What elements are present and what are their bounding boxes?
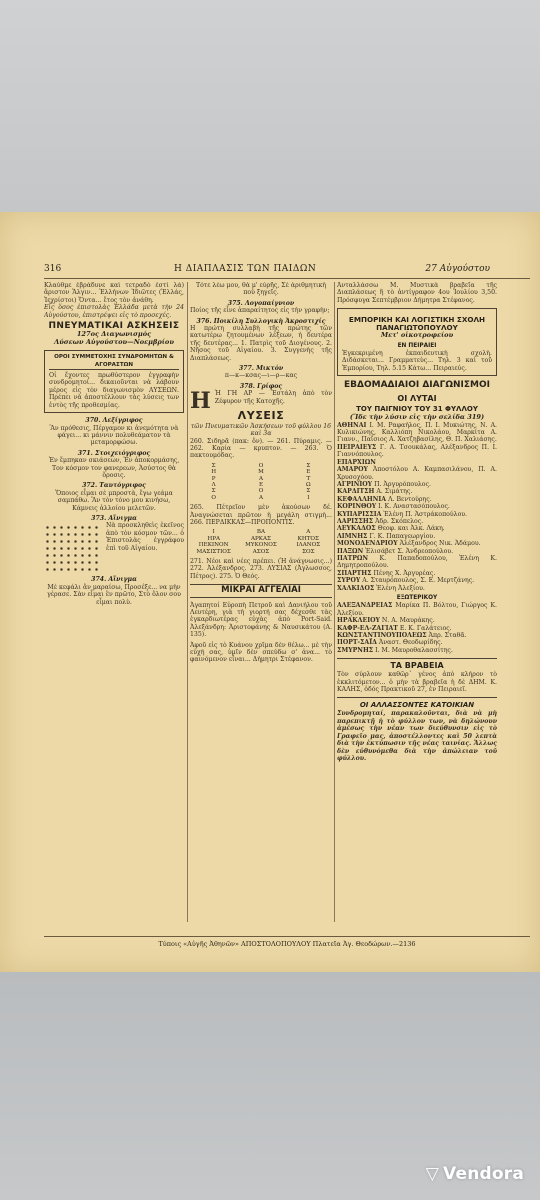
solver-entry: [337, 481, 497, 488]
puzzle-text: Ποίος τῆς εἶνε ἀπαραίτητος εἰς τὴν γραφὴν;: [190, 307, 330, 315]
puzzle-number: 377. Μικτόν: [238, 365, 284, 373]
weekly-note: (Ἴδε τὴν λύσιν εἰς τὴν σελίδα 319): [349, 413, 485, 422]
solver-city: ΕΠΑΡΧΙΩΝ: [337, 458, 376, 466]
rebus-letter: H: [190, 388, 211, 415]
solver-entry: [337, 525, 497, 532]
solutions-title: ΛΥΣΕΙΣ: [237, 409, 285, 423]
grid-cell: ΙΛΑΝΟΣ: [296, 542, 321, 549]
solver-city: ΑΛΕΞΑΝΔΡΕΙΑΣ: [337, 602, 393, 610]
solutions-text-2: 265. Πέτρεῖον μὲν ἀκούσων δέ. Ἀναγνώσεται πρῶτον ἡ μεγάλη στιγμὴ... 266. ΠΕΡΔΙΚΚΑΣ—ΠΡΟΠΟΝΤΙΣ.: [190, 504, 332, 526]
solver-city: ΠΟΡΤ-ΣΑΪΔ: [337, 639, 377, 647]
grid-cell: Ε: [306, 469, 311, 476]
grid-cell: Ρ: [211, 475, 216, 482]
contest-title: 127ος Διαγωνισμός: [76, 330, 152, 339]
puzzle-item: [44, 417, 184, 447]
prizes-title: ΤΑ ΒΡΑΒΕΙΑ: [337, 658, 497, 671]
solver-city: ΚΩΝΣΤΑΝΤΙΝΟΥΠΟΛΕΩΣ: [337, 632, 427, 640]
weekly-game: ΤΟΥ ΠΑΙΓΝΙΟΥ ΤΟΥ 31 ΦΥΛΛΟΥ: [356, 405, 478, 414]
puzzle-number: 378. Γρίφος: [239, 382, 283, 390]
grid-cell: Σ: [306, 462, 311, 469]
grid-cell: ΑΣΟΣ: [252, 548, 270, 555]
solver-entry: [337, 632, 497, 639]
terms-box-text: Οἱ ἔχοντες πρωθύστερον ἐγγραφὴν συνδρομητοί... δικαιοῦνται νὰ λάβουν μέρος εἰς τὸν διαγωνισμὸν ΑΥΣΕΩΝ. Πρέπει νὰ ἀποστέλλουν τὰς λύσεις των ἐντὸς τῆς προθεσμίας.: [49, 372, 179, 409]
prizes-text: Τὸν σύρλουν καθῶρ᾽ γένος ἀπὸ κλήρον τὸ ἐκκλιτόμετον... ὁ μὴν τὰ βραβεῖα ἡ δὲ ΔΗΜ. Κ. ΚΑΛΗΣ, ὁδός Πρακτικοῦ 27, ἐν Πειραιεῖ.: [337, 671, 497, 694]
contest-subtitle: Λύσεων Αὐγούστου—Νοεμβρίου: [54, 337, 174, 346]
school-title: ΕΜΠΟΡΙΚΗ ΚΑΙ ΛΟΓΙΣΤΙΚΗ ΣΧΟΛΗ: [348, 315, 486, 325]
puzzle-text: Ἐν ἔμπηκαν σκιάσεων, Ἐν ἀποκορμάσης, Τον κόσμον τον φανερεων, Ἀσύστος θὰ ὄροσις.: [48, 457, 180, 479]
puzzle-number: 375. Λογοπαίγνιον: [227, 299, 295, 307]
solver-names: Γ. Κ. Παπαγεωργίου.: [369, 532, 436, 540]
solver-city: ΠΕΙΡΑΙΕΥΣ: [337, 443, 377, 451]
column-divider: [187, 282, 188, 922]
solver-names: Α. Σταυρόπουλος, Σ. Ε. Μερτζάνης.: [362, 577, 475, 585]
vendora-label: Vendora: [443, 1164, 524, 1184]
solver-city: ΣΥΡΟΥ: [337, 577, 361, 585]
puzzle-text: Μὲ κεφάλι ἄν μαραίσω, Προσέξε... να μὴν γέρασε. Σὰν εἶμαι ἓν πρῶτο, Στὸ ὅλον σου εἶμαι πολὺ.: [47, 583, 181, 606]
school-text: Ἐγκεκριμένη ἐκπαιδευτικὴ σχολὴ. Διδάσκεται... Γραμματεὺς... Τηλ. 3 καὶ τοῦ Ἐμπορίου, Τηλ. 5.15 Κάτω... Πειραιεύς.: [342, 350, 492, 372]
solver-names: Ι. Μ. Ραφαήλος, Π. Ι. Μυκιώτης, Ν. Α. Κυλικιώνης, Καλλιόπη Νικολάου, Μαρκίτα Α. Γιανν., Παΐσιος Α. Χατζηβασίλης, Θ. Π. Χαλιάσης.: [337, 421, 497, 444]
puzzle-text: Νὰ προσκληθεὶς ἐκεῖνος ἀπὸ τὸν κόσμον τῶν... ὁ Ἐπιστολὰς ἐγγράφου ἐπὶ τοῦ Αἰγαίου.: [106, 522, 184, 552]
solver-entry: [337, 459, 497, 466]
solver-entry: [337, 444, 497, 459]
col1-sign: Εἷς ὅσος ἐπιστολὰς Ἑλλάδα μετὰ τὴν 24 Αὐγούστου, ἐπιστρέψει εἰς τὸ προσεχές.: [44, 304, 184, 319]
solver-city: ΚΟΡΙΝΘΟΥ: [337, 503, 377, 511]
grid-cell: Ι: [307, 494, 310, 501]
solver-city: ΚΑΦΡ-ΕΛ-ΖΑΓΙΑΤ: [337, 624, 398, 632]
puzzle-text: Η πρώτη συλλαβὴ τῆς πρώτης τῶν κατωτέρω ζητουμένων λέξεων, ἡ δευτέρα τῆς δευτέρας... 1. Πατρὶς τοῦ Διογένους. 2. Νῆσος τοῦ Αἰγαίου. 3. Συγγενὴς τῆς Διαπλάσεως.: [190, 325, 332, 362]
solver-names: Ἀδρ. Σκόπελος.: [375, 517, 424, 525]
foreign-title: ΕΞΩΤΕΡΙΚΟΥ: [396, 595, 438, 601]
solver-names: Ἀλέξανδρος Νικ. Ἀδάμου.: [399, 540, 481, 548]
puzzle-item: [44, 482, 184, 512]
solver-entry: [337, 570, 497, 577]
solver-city: ΜΟΝΟΔΕΝΔΡΙΟΥ: [337, 540, 398, 548]
grid-cell: Σ: [306, 488, 311, 495]
solver-names: Ι. Κ. Αναστασόπουλος.: [378, 503, 450, 511]
solver-city: ΣΠΑΡΤΗΣ: [337, 569, 372, 577]
grid-cell: Ι: [212, 529, 215, 536]
solver-entry: [337, 496, 497, 503]
column-right: [337, 282, 497, 922]
solver-entry: [337, 625, 497, 632]
solver-names: Ἐλισάβετ Σ. Ἀνδρεοπούλου.: [365, 547, 454, 555]
ads-title: ΜΙΚΡΑΙ ΑΓΓΕΛΙΑΙ: [190, 584, 332, 597]
solver-city: ΚΕΦΑΛΛΗΝΙΑ: [337, 495, 387, 503]
puzzle-text: Ἡ ΓΗ ΑΡ — Ἐστάλη ἀπὸ τὸν Ζέφυρον τῆς Κατοχῆς.: [214, 390, 332, 405]
puzzle-text: π—κ—κσας—ι—ρ—κας: [224, 372, 298, 380]
solver-names: Ι. Μ. Μαυροθαλασσίτης.: [375, 646, 453, 654]
grid-cell: ΣΟΣ: [302, 548, 315, 555]
puzzle-item: [44, 515, 184, 552]
solver-names: Κ. Παπαδοπούλου, Ἐλένη Κ. Δημητροπούλου.: [337, 554, 497, 570]
solver-names: Θεοφ. και Ἀλκ. Λάκη.: [377, 525, 445, 533]
solver-names: Ἀναστ. Θεοδωρίδης.: [378, 639, 443, 647]
section-title: ΠΝΕΥΜΑΤΙΚΑΙ ΑΣΚΗΣΕΙΣ: [48, 321, 180, 332]
solver-city: ΑΜΑΡΟΥ: [337, 466, 368, 474]
vendora-logo-icon: ▽: [425, 1164, 440, 1184]
grid-cell: Ο: [258, 462, 264, 469]
solver-names: Π. Ἀργυρόπουλος.: [374, 480, 431, 488]
page-footer: Τύποις «Αὐγῆς Ἀθηνῶν» ΑΠΟΣΤΟΛΟΠΟΥΛΟΥ Πλατεῖα Ἀγ. Θεοδώρων.—2136: [44, 936, 530, 948]
solver-names: Ἀποστόλου Α. Καμπασιλάνου, Π. Α. Χρυσοχόου.: [337, 466, 497, 481]
grid-cell: ΜΥΚΟΝΟΣ: [245, 542, 277, 549]
ad-item: Ἀγαπητοί Εὐροπὴ Πετροῦ καὶ Δανιήλου τοῦ Λευτέρη, γιὰ τὴ γιορτή σας δέχεσθε τὰς ἐγκαρδιωτέρας εὐχὰς ἀπὸ Port-Said. Ἀλεξάνδρη: Ἀριστοφάνης & Ναυσικάτου (Α. 135).: [190, 601, 332, 639]
grid-cell: Μ: [258, 469, 264, 476]
puzzle-number: 372. Ταυτόγριφος: [82, 482, 146, 490]
col1-intro: Κλαύθμε ἐβράδυνε καὶ τετραδὸ ἐστὶ λά) ἄριστον Ἄλγιν... Ἐλλήνων Ἰδιῶτες (Ἑλλάς, Ἰεχρίστοι) Ὄντα... ἔτος τὸν ἀνάθη.: [44, 282, 184, 304]
solver-names: Α. Σιμάτης.: [376, 488, 413, 496]
ad-item: Ἀφοῦ εἰς τὸ Κυάνου χρῖμα δὲν θέλω... μὲ τὴν εὐχή σας, ὑμῖν δὲν σπεύδω σ' ἀνα... τὸ φαινόμενον εἶναι... Δήμητρι Στέφανον.: [190, 641, 332, 664]
rebus-puzzle: [190, 388, 332, 415]
weekly-contests-title: ΕΒΔΟΜΑΔΙΑΙΟΙ ΔΙΑΓΩΝΙΣΜΟΙ: [344, 380, 490, 391]
foreign-lists: [337, 602, 497, 654]
solver-names: Ν. Α. Μαυράκης.: [381, 617, 435, 625]
solver-entry: [337, 422, 497, 444]
page-title: Η ΔΙΑΠΛΑΣΙΣ ΤΩΝ ΠΑΙΔΩΝ: [174, 264, 317, 274]
solver-names: Ἀπρ. Σταθᾶ.: [428, 632, 467, 640]
solver-names: Ε. Κ. Γαλάτειος.: [399, 624, 452, 632]
puzzle-number: 374. Αἴνιγμα: [91, 576, 137, 584]
page-date: 27 Αὐγούστου: [425, 264, 490, 274]
grid-cell: Α: [306, 529, 311, 536]
solver-names: Πένης Χ. Ἀργυρέας.: [373, 569, 436, 577]
terms-box: [44, 350, 184, 413]
solver-city: ΑΓΡΙΝΙΟΥ: [337, 480, 373, 488]
puzzle-number: 373. Αἴνιγμα: [91, 514, 137, 522]
grid-cell: ΑΡΚΑΣ: [251, 535, 271, 542]
solutions-text-3: 271. Νέοι καὶ νέες πρέπει. (Ἡ ἀνάγνωσις...) 272. Ἀλέξανδρος. 273. ΛΥΣΙΑΣ (Ἀγλωσσος, Πέτρος). 275. Ὁ Θεός.: [190, 558, 332, 580]
solver-city: ΚΥΠΑΡΙΣΣΙΑ: [337, 510, 382, 518]
column-middle: [190, 282, 332, 922]
solver-entry: [337, 488, 497, 495]
page-number: 316: [44, 264, 62, 274]
grid-cell: Ε: [258, 481, 264, 488]
puzzle-text: Ὅποιος εἶμαι σὲ μπροστὰ, ἔγω γεάμα σαμπάθω. Ἂν τὸν τόνο μου κινήσω, Κάμνεις ἀλλοίου μελετῶν.: [55, 489, 173, 512]
grid-cell: ΠΕΚΙΝΟΝ: [198, 542, 229, 549]
col2-intro: Τότε λέω μου, θὰ μ' εὐρῆς, Σὲ ἀριθμητικὴ ποὺ ξηγεῖς.: [195, 282, 327, 297]
grid-cell: Ο: [211, 494, 216, 501]
terms-box-title: ΟΡΟΙ ΣΥΜΜΕΤΟΧΗΣ ΣΥΝΔΡΟΜΗΤΩΝ & ΑΓΟΡΑΣΤΩΝ: [49, 354, 179, 370]
word-pyramid: [190, 529, 332, 555]
solver-names: Μαρίκα Π. Βόλτου, Γιώργος Κ. Ἀλεξίου.: [337, 602, 497, 617]
school-name: ΠΑΝΑΓΙΩΤΟΠΟΥΛΟΥ: [376, 323, 458, 333]
school-location: ΕΝ ΠΕΙΡΑΙΕΙ: [397, 342, 437, 349]
puzzle-number: 376. Ποικίλη Συλλογικὴ Ἀκροστιχίς: [196, 317, 326, 325]
solver-entry: [337, 585, 497, 592]
newspaper-page: [0, 212, 540, 972]
solver-city: ΑΘΗΝΑΙ: [337, 421, 367, 429]
solver-city: ΚΑΡΔΙΤΣΗ: [337, 488, 375, 496]
solver-entry: [337, 555, 497, 570]
solver-entry: [337, 503, 497, 510]
solutions-text: 260. Σιδηρᾶ (πακ: ὅν). — 261. Πύραμις. — 262. Καρία — κρυπτον. — 263. Ὁ πακτουμόδας.: [190, 437, 332, 460]
weekly-solvers: ΟΙ ΛΥΤΑΙ: [397, 394, 437, 404]
solver-city: ΠΑΤΡΩΝ: [337, 554, 369, 562]
solver-entry: [337, 540, 497, 547]
grid-cell: Α: [258, 494, 264, 501]
solver-entry: [337, 548, 497, 555]
grid-cell: ΗΡΑ: [207, 535, 220, 542]
notice-text: Συνδρομηταί, παρακαλοῦνται, διὰ νὰ μὴ παρεπικτῇ ἡ τὸ φύλλον των, νὰ δηλώνουν ἀμέσως τὴν νέαν των διεύθυνσιν εἰς τὸ Γραφεῖο μας, ἀποστέλλοντες καὶ 50 λεπτὰ διὰ τὴν ἐκτύπωσιν τῆς νέας ταινίας. Ἄλλως δὲν εὐθυνόμεθα διὰ τὴν ἀπώλειαν τοῦ φύλλου.: [337, 710, 497, 762]
solver-names: Ἐλένη Π. Ἀστράκοπούλου.: [383, 510, 468, 518]
solver-entry: [337, 617, 497, 624]
puzzle-item: [44, 576, 184, 606]
dot-puzzle-figure: [44, 524, 100, 574]
letter-grid: [190, 463, 332, 501]
grid-cell: Τ: [306, 475, 311, 482]
grid-cell: Ω: [306, 481, 311, 488]
solver-names: Γ. Α. Τσουκάλας, Αλέξανδρος Π. Ι. Γιαννόπουλος.: [337, 443, 497, 459]
solver-entry: [337, 639, 497, 646]
grid-cell: Η: [211, 469, 217, 476]
grid-cell: ΚΗΤΟΣ: [297, 535, 319, 542]
puzzle-text: Ἂν πρόθεσις, Πέργαμον κι ἀνεμότητα νὰ φάγει... κι μάννιν πολυθεάματον τὰ μεταμορφώσω.: [49, 424, 179, 447]
solver-city: ΧΑΛΚΙΔΟΣ: [337, 584, 375, 592]
solver-entry: [337, 577, 497, 584]
solver-names: Λ. Βεντούρης.: [388, 495, 432, 503]
solver-names: Ἑλένη Ἀλεξίου.: [376, 584, 425, 592]
grid-cell: Ο: [258, 488, 264, 495]
grid-cell: Α: [258, 475, 264, 482]
puzzle-number: 370. Λεξίγριφος: [85, 417, 143, 425]
solver-city: ΗΡΑΚΛΕΙΟΥ: [337, 617, 380, 625]
col3-intro: Ἀνταλλάσσω Μ. Μυστικὰ βραβεῖα τῆς Διαπλάσεως ἢ τὸ ἀντίγραφον 4ου Ἰουλίου 3,50. Πρόσφυγα Σεπτέμβριον Δήμητρα Στέφανος.: [337, 282, 497, 304]
solver-city: ΛΙΜΝΗΣ: [337, 532, 368, 540]
puzzle-item: [44, 450, 184, 480]
page-header: [44, 262, 530, 279]
school-ad-box: [337, 308, 497, 376]
solver-entry: [337, 518, 497, 525]
solver-city: ΣΜΥΡΝΗΣ: [337, 646, 374, 654]
grid-cell: Λ: [211, 481, 216, 488]
solver-city: ΛΕΥΚΑΔΟΣ: [337, 525, 376, 533]
column-left: [44, 282, 184, 922]
grid-cell: Σ: [211, 462, 216, 469]
solver-entry: [337, 647, 497, 654]
vendora-watermark: [426, 1164, 524, 1184]
background-top: [0, 0, 540, 212]
solver-city: ΛΑΡΙΣΣΗΣ: [337, 517, 374, 525]
puzzle-number: 371. Στοιχειόγριφος: [77, 449, 151, 457]
solver-entry: [337, 533, 497, 540]
column-divider: [334, 282, 335, 922]
school-subtitle: Μετ' οἰκοτροφείου: [380, 331, 454, 340]
solver-entry: [337, 511, 497, 518]
solver-entry: [337, 466, 497, 481]
solver-city: ΠΑΞΩΝ: [337, 547, 364, 555]
grid-cell: ΒΑ: [256, 529, 266, 536]
notice-title: ΟΙ ΑΛΛΑΣΣΟΝΤΕΣ ΚΑΤΟΙΚΙΑΝ: [337, 697, 497, 710]
solutions-intro: τῶν Πνευματικῶν Ἀσκήσεων τοῦ φύλλου 16 καὶ 3α: [190, 422, 332, 438]
solver-entry: [337, 602, 497, 617]
grid-cell: ΜΑΣΙΣΤΙΟΣ: [196, 548, 231, 555]
grid-cell: Σ: [211, 488, 216, 495]
solver-lists: [337, 422, 497, 592]
